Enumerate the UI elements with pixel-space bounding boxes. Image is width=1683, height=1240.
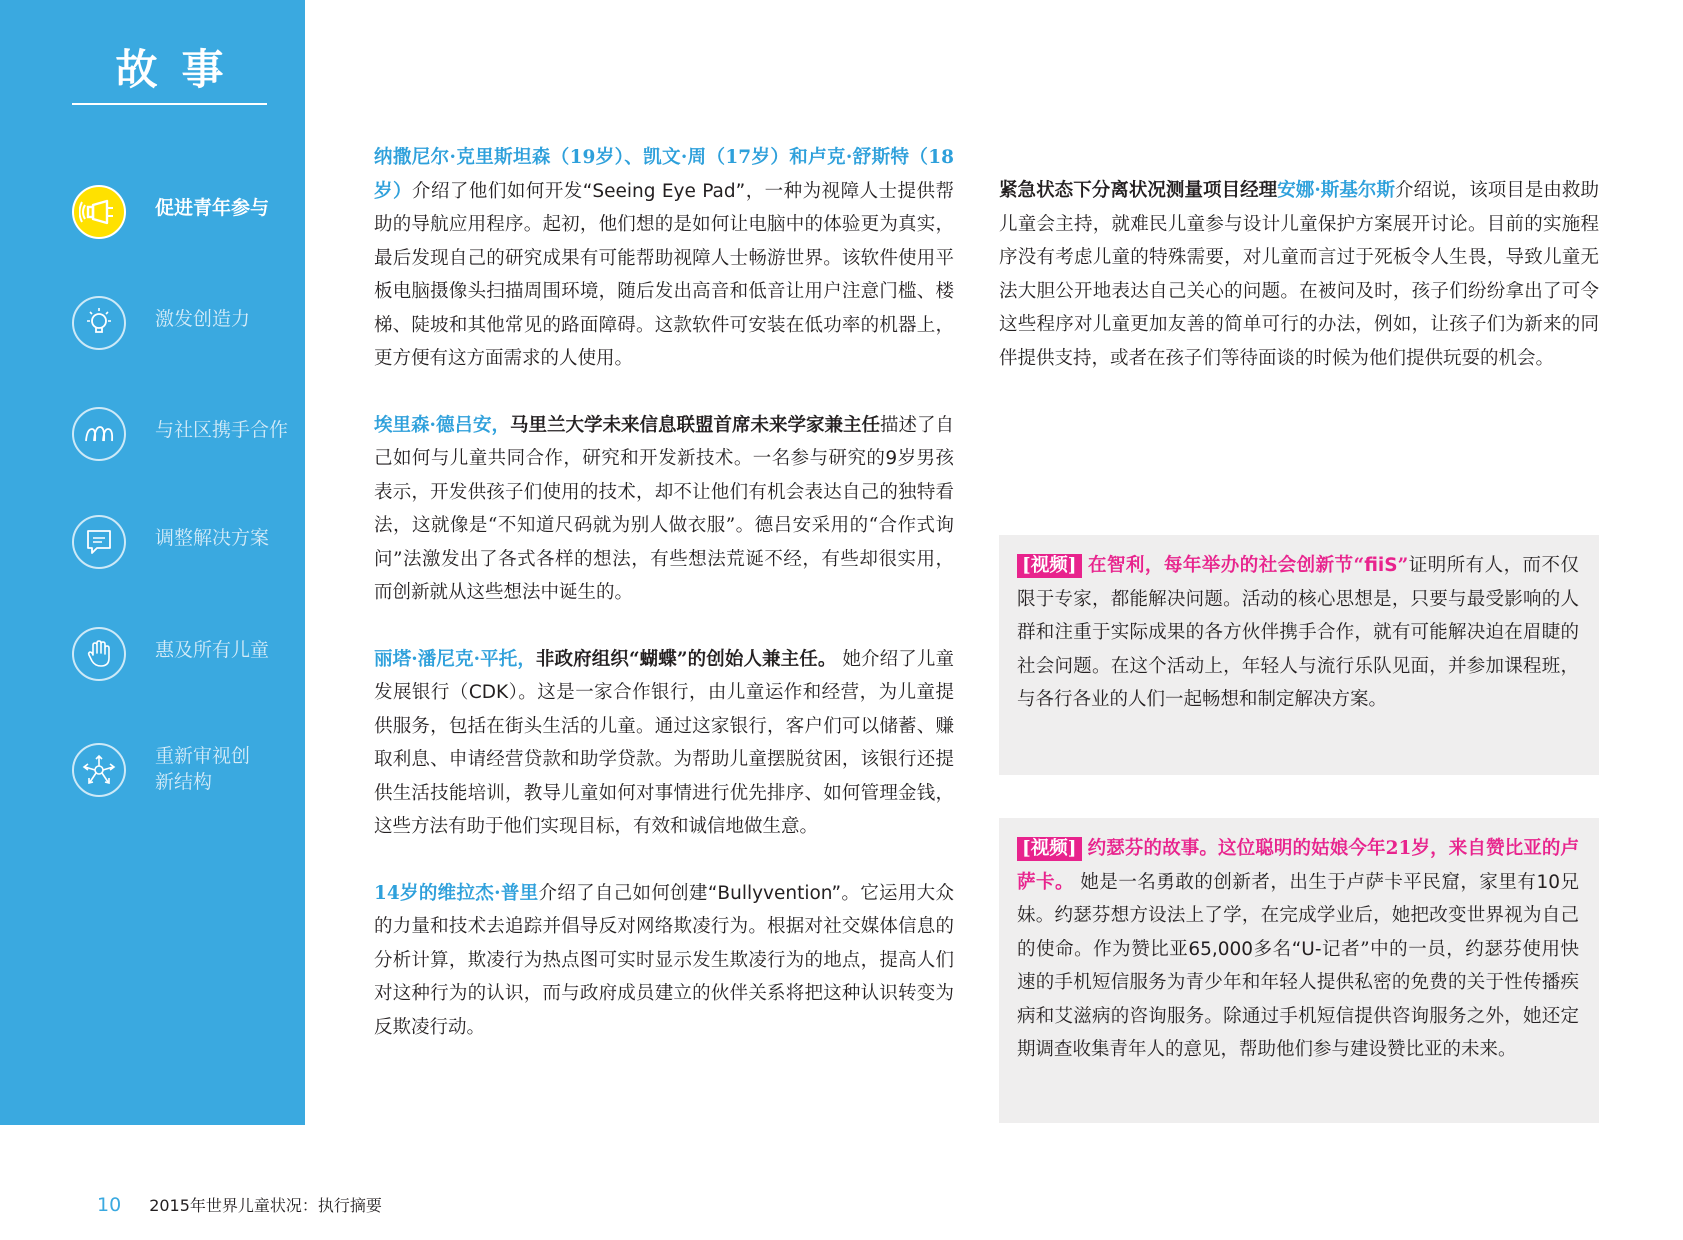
story-bullyvention: 14岁的维拉杰·普里介绍了自己如何创建“Bullyvention”。它运用大众的力量和技术去追踪并倡导反对网络欺凌行为。根据对社交媒体信息的分析计算，欺凌行为热点图可实时显示发生欺凌行为的地点，提高人们对这种行为的认识，而与政府成员建立的伙伴关系将把这种认识转变为反欺凌行动。 — [374, 882, 954, 1038]
lightbulb-icon — [72, 296, 126, 350]
section-title: 故事 — [115, 45, 248, 94]
title-underline — [72, 103, 267, 105]
page-footer — [97, 1193, 382, 1216]
nav-label: 与社区携手合作 — [155, 419, 289, 441]
nav-item-youth-engagement[interactable] — [72, 182, 297, 246]
box-headline: 约瑟芬的故事。这位聪明的姑娘今年21岁，来自赞比亚的卢萨卡。 — [1017, 838, 1579, 893]
nav-item-adapt-solutions[interactable] — [72, 512, 297, 576]
box-headline: 在智利，每年举办的社会创新节“fiiS” — [1087, 555, 1409, 576]
story-names: 纳撒尼尔·克里斯坦森（19岁）、凯文·周（17岁）和卢克·舒斯特（18岁） — [374, 147, 954, 202]
nav-item-all-children[interactable] — [72, 624, 297, 688]
nav-label: 重新审视创 新结构 — [155, 745, 251, 793]
video-link[interactable]: [视频] — [1017, 554, 1082, 578]
nav-item-rethink-structures[interactable] — [72, 740, 297, 804]
page-number: 10 — [97, 1194, 122, 1216]
video-box-chile: [视频] 在智利，每年举办的社会创新节“fiiS”证明所有人，而不仅限于专家，都能解决问题。活动的核心思想是，只要与最受影响的人群和注重于实际成果的各方伙伴携手合作，就有可能解决迫在眉睫的社会问题。在这个活动上，年轻人与流行乐队见面，并参加课程班，与各行各业的人们一起畅想和制定解决方案。 — [999, 535, 1599, 775]
nav-label: 惠及所有儿童 — [155, 639, 270, 661]
left-column — [374, 141, 954, 1123]
hand-icon — [72, 627, 126, 681]
nav-label: 激发创造力 — [155, 308, 251, 330]
nav-item-creativity[interactable] — [72, 293, 297, 357]
video-link[interactable]: [视频] — [1017, 837, 1082, 861]
community-icon — [72, 407, 126, 461]
nav-label: 促进青年参与 — [155, 197, 270, 219]
story-pinto: 丽塔·潘尼克·平托，非政府组织“蝴蝶”的创始人兼主任。 她介绍了儿童发展银行（CDK）。这是一家合作银行，由儿童运作和经营，为儿童提供服务，包括在街头生活的儿童。通过这家银行，客户们可以储蓄、赚取利息、申请经营贷款和助学贷款。为帮助儿童摆脱贫困，该银行还提供生活技能培训，教导儿童如何对事情进行优先排序、如何管理金钱，这些方法有助于他们实现目标，有效和诚信地做生意。 — [374, 648, 954, 837]
nav-label: 调整解决方案 — [155, 527, 270, 549]
story-role: 紧急状态下分离状况测量项目经理 — [999, 180, 1278, 201]
story-names: 安娜·斯基尔斯 — [1277, 180, 1395, 201]
story-names: 丽塔·潘尼克·平托， — [374, 648, 536, 670]
nav-item-community[interactable] — [72, 404, 297, 468]
story-seeing-eye-pad: 纳撒尼尔·克里斯坦森（19岁）、凯文·周（17岁）和卢克·舒斯特（18岁）介绍了他们如何开发“Seeing Eye Pad”，一种为视障人士提供帮助的导航应用程序。起初，他们想的是如何让电脑中的体验更为真实，最后发现自己的研究成果有可能帮助视障人士畅游世界。该软件使用平板电脑摄像头扫描周围环境，随后发出高音和低音让用户注意门槛、楼梯、陡坡和其他常见的路面障碍。这款软件可安装在低功率的机器上，更方便有这方面需求的人使用。 — [374, 147, 954, 369]
story-druin: 埃里森·德吕安，马里兰大学未来信息联盟首席未来学家兼主任描述了自己如何与儿童共同合作，研究和开发新技术。一名参与研究的9岁男孩表示，开发供孩子们使用的技术，却不让他们有机会表达自己的独特看法，这就像是“不知道尺码就为别人做衣服”。德吕安采用的“合作式询问”法激发出了各式各样的想法，有些想法荒诞不经，有些却很实用，而创新就从这些想法中诞生的。 — [374, 414, 954, 603]
story-role: 马里兰大学未来信息联盟首席未来学家兼主任 — [509, 414, 880, 436]
story-names: 埃里森·德吕安， — [374, 414, 510, 436]
right-column — [999, 141, 1599, 408]
story-seaman: 紧急状态下分离状况测量项目经理安娜·斯基尔斯介绍说，该项目是由救助儿童会主持，就难民儿童参与设计儿童保护方案展开讨论。目前的实施程序没有考虑儿童的特殊需要，对儿童而言过于死板令人生畏，导致儿童无法大胆公开地表达自己关心的问题。在被问及时，孩子们纷纷拿出了可令这些程序对儿童更加友善的简单可行的办法，例如，让孩子们为新来的同伴提供支持，或者在孩子们等待面谈的时候为他们提供玩耍的机会。 — [999, 180, 1599, 369]
story-role: 非政府组织“蝴蝶”的创始人兼主任。 — [535, 648, 837, 670]
video-box-zambia: [视频] 约瑟芬的故事。这位聪明的姑娘今年21岁，来自赞比亚的卢萨卡。 她是一名勇敢的创新者，出生于卢萨卡平民窟，家里有10兄妹。约瑟芬想方设法上了学，在完成学业后，她把改变世界视为自己的使命。作为赞比亚65,000多名“U-记者”中的一员，约瑟芬使用快速的手机短信服务为青少年和年轻人提供私密的免费的关于性传播疾病和艾滋病的咨询服务。除通过手机短信提供咨询服务之外，她还定期调查收集青年人的意见，帮助他们参与建设赞比亚的未来。 — [999, 818, 1599, 1123]
megaphone-icon — [72, 185, 126, 239]
app-name: “Bullyvention” — [707, 882, 842, 904]
network-icon — [72, 743, 126, 797]
sidebar — [0, 0, 305, 1125]
publication-title: 2015年世界儿童状况：执行摘要 — [149, 1196, 382, 1215]
chat-icon — [72, 515, 126, 569]
app-name: “Seeing Eye Pad” — [582, 180, 746, 202]
story-names: 14岁的维拉杰·普里 — [374, 882, 539, 904]
